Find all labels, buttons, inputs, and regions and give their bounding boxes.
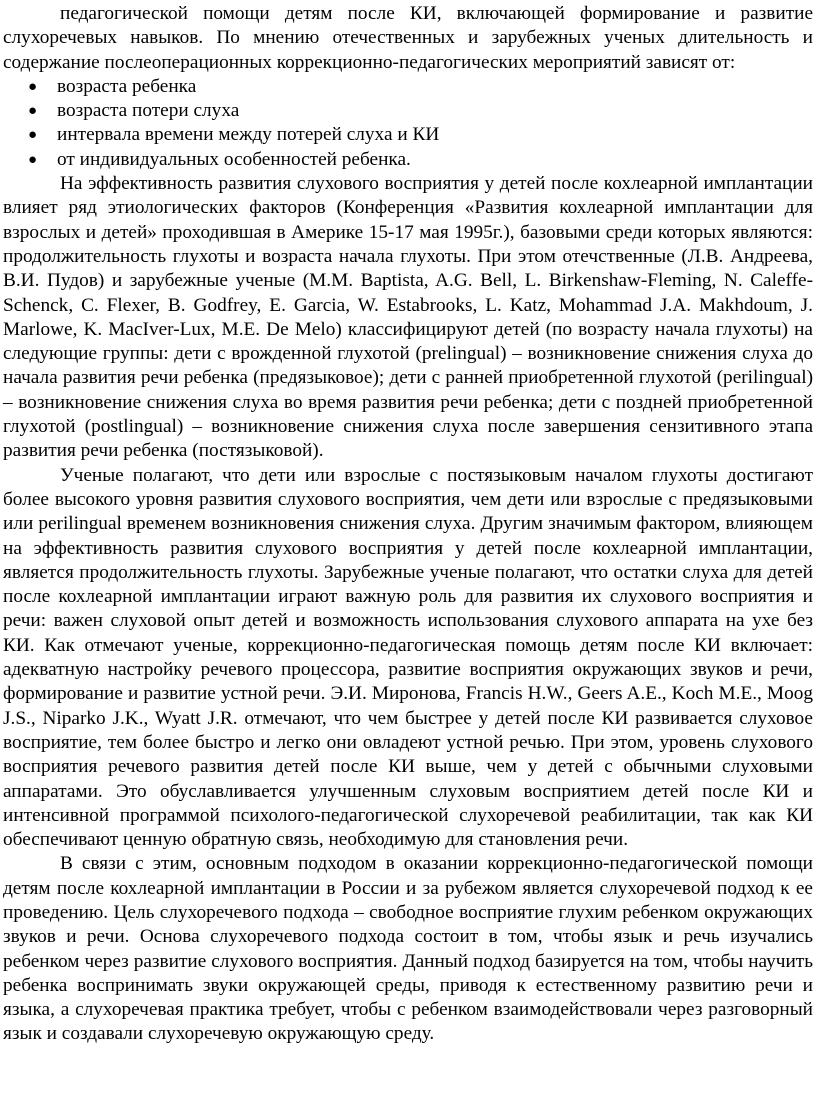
bullet-icon: ●: [28, 151, 38, 168]
list-item-text: возраста ребенка: [57, 75, 197, 97]
paragraph-postlingual: Ученые полагают, что дети или взрослые с постязыковым началом глухоты достигают более высокого уровня развития слухового восприятия, чем дети или взрослые с предязыковыми или perilingual временем возникновения снижения слуха. Другим значимым фактором, влияющем на эффективность развития слухового восприятия у детей после кохлеарной имплантации, является продолжительность глухоты. Зарубежные ученые полагают, что остатки слуха для детей после кохлеарной имплантации играют важную роль для развития их слухового восприятия и речи: важен слуховой опыт детей и возможность использования слухового аппарата на ухе без КИ. Как отмечают ученые, коррекционно-педагогическая помощь детям после КИ включает: адекватную настройку речевого процессора, развитие восприятия окружающих звуков и речи, формирование и развитие устной речи. Э.И. Миронова, Francis H.W., Geers A.E., Koch M.E., Moog J.S., Niparko J.K., Wyatt J.R. отмечают, что чем быстрее у детей после КИ развивается слуховое восприятие, тем более быстро и легко они овладеют устной речью. При этом, уровень слухового восприятия речевого развития детей после КИ выше, чем у детей с обычными слуховыми аппаратами. Это обуславливается улучшенным слуховым восприятием детей после КИ и интенсивной программой психолого-педагогической слухоречевой реабилитации, так как КИ обеспечивают ценную обратную связь, необходимую для становления речи.: [3, 464, 813, 851]
list-item: [3, 99, 813, 123]
list-item-text: от индивидуальных особенностей ребенка.: [57, 148, 411, 170]
paragraph-auditory-verbal: В связи с этим, основным подходом в оказании коррекционно-педагогической помощи детям после кохлеарной имплантации в России и за рубежом является слухоречевой подход к ее проведению. Цель слухоречевого подхода – свободное восприятие глухим ребенком окружающих звуков и речи. Основа слухоречевого подхода состоит в том, чтобы язык и речь изучались ребенком через развитие слухового восприятия. Данный подход базируется на том, чтобы научить ребенка воспринимать звуки окружающей среды, приводя к естественному развитию речи и языка, а слухоречевая практика требует, чтобы с ребенком взаимодействовали через разговорный язык и создавали слухоречевую окружающую среду.: [3, 853, 813, 1045]
factor-list: [3, 75, 813, 172]
list-item-text: интервала времени между потерей слуха и КИ: [57, 124, 440, 146]
paragraph-etiology: На эффективность развития слухового восприятия у детей после кохлеарной имплантации влияет ряд этиологических факторов (Конференция «Развития кохлеарной имплантации для взрослых и детей» проходившая в Америке 15-17 мая 1995г.), базовыми среди которых являются: продолжительность глухоты и возраста начала глухоты. При этом отечственные (Л.В. Андреева, В.И. Пудов) и зарубежные ученые (M.M. Baptista, A.G. Bell, L. Birkenshaw-Fleming, N. Caleffe-Schenck, C. Flexer, B. Godfrey, E. Garcia, W. Estabrooks, L. Katz, Mohammad J.A. Makhdoum, J. Marlowe, K. MacIver-Lux, M.E. De Melo) классифицируют детей (по возрасту начала глухоты) на следующие группы: дети с врожденной глухотой (prelingual) – возникновение снижения слуха до начала развития речи ребенка (предязыковое); дети с ранней приобретенной глухотой (perilingual) – возникновение снижения слуха во время развития речи ребенка; дети с поздней приобретенной глухотой (postlingual) – возникновение снижения слуха после завершения сензитивного этапа развития речи ребенка (постязыковой).: [3, 173, 813, 462]
bullet-icon: ●: [28, 103, 38, 120]
list-item: [3, 75, 813, 99]
bullet-icon: ●: [28, 78, 38, 95]
list-item-text: возраста потери слуха: [57, 100, 240, 122]
list-item: [3, 123, 813, 147]
paragraph-intro: педагогической помощи детям после КИ, включающей формирование и развитие слухоречевых навыков. По мнению отечественных и зарубежных ученых длительность и содержание послеоперационных коррекционно-педагогических мероприятий зависят от:: [3, 3, 813, 73]
bullet-icon: ●: [28, 127, 38, 144]
list-item: [3, 148, 813, 172]
